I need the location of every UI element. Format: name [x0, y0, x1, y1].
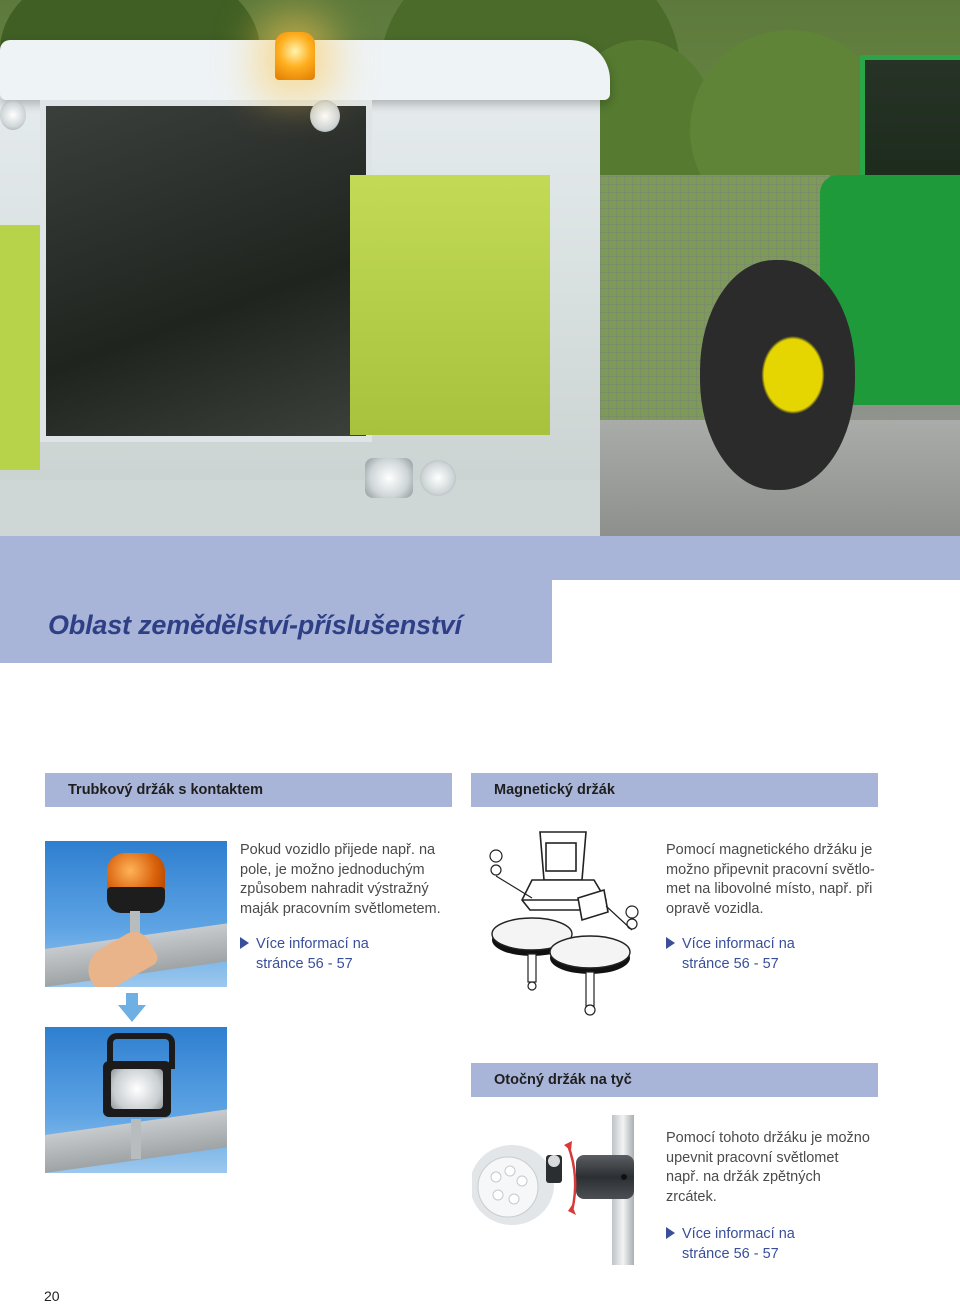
harvester-cab-window [40, 100, 372, 442]
work-light-icon [111, 1069, 163, 1109]
work-light-icon [0, 100, 26, 130]
rotary-holder-description: Pomocí tohoto držáku je možno upevnit pracovní světlomet např. na držák zpětných zrcátek. [666, 1130, 870, 1205]
beacon-light-icon [275, 32, 315, 80]
tube-holder-description: Pokud vozidlo přijede např. na pole, je možno jednoduchým způsobem nahradit výstražný maják pracovním světlometem. [240, 842, 441, 917]
magnetic-holder-more-info-link[interactable]: Více informací na stránce 56 - 57 [666, 935, 795, 974]
triangle-bullet-icon [240, 937, 249, 949]
work-light-mount-photo [45, 1027, 227, 1173]
magnetic-holder-illustration [486, 828, 646, 1023]
magnetic-holder-description: Pomocí magnetického držáku je možno připevnit pracovní světlo- met na libovolné místo, např. při opravě vozidla. [666, 842, 875, 917]
tube-mount-icon [131, 1119, 141, 1159]
rotary-holder-more-info-link[interactable]: Více informací na stránce 56 - 57 [666, 1225, 795, 1264]
triangle-bullet-icon [666, 1227, 675, 1239]
section-heading-rotary-holder: Otočný držák na tyč [471, 1063, 878, 1097]
beacon-mount-photo [45, 841, 227, 987]
work-light-icon [310, 100, 340, 132]
page-number: 20 [44, 1288, 60, 1304]
headlamp-icon [365, 458, 413, 498]
section-heading-magnetic-holder: Magnetický držák [471, 773, 878, 807]
section-heading-tube-holder: Trubkový držák s kontaktem [45, 773, 452, 807]
banner-band [0, 536, 960, 580]
tube-holder-more-info-link[interactable]: Více informací na stránce 56 - 57 [240, 935, 369, 974]
headlamp-icon [420, 460, 456, 496]
rotary-holder-illustration [472, 1115, 652, 1265]
triangle-bullet-icon [666, 937, 675, 949]
tractor-wheel [700, 260, 855, 490]
hero-photo [0, 0, 960, 536]
down-arrow-icon [117, 993, 147, 1023]
page-title: Oblast zemědělství-příslušenství [48, 610, 462, 640]
